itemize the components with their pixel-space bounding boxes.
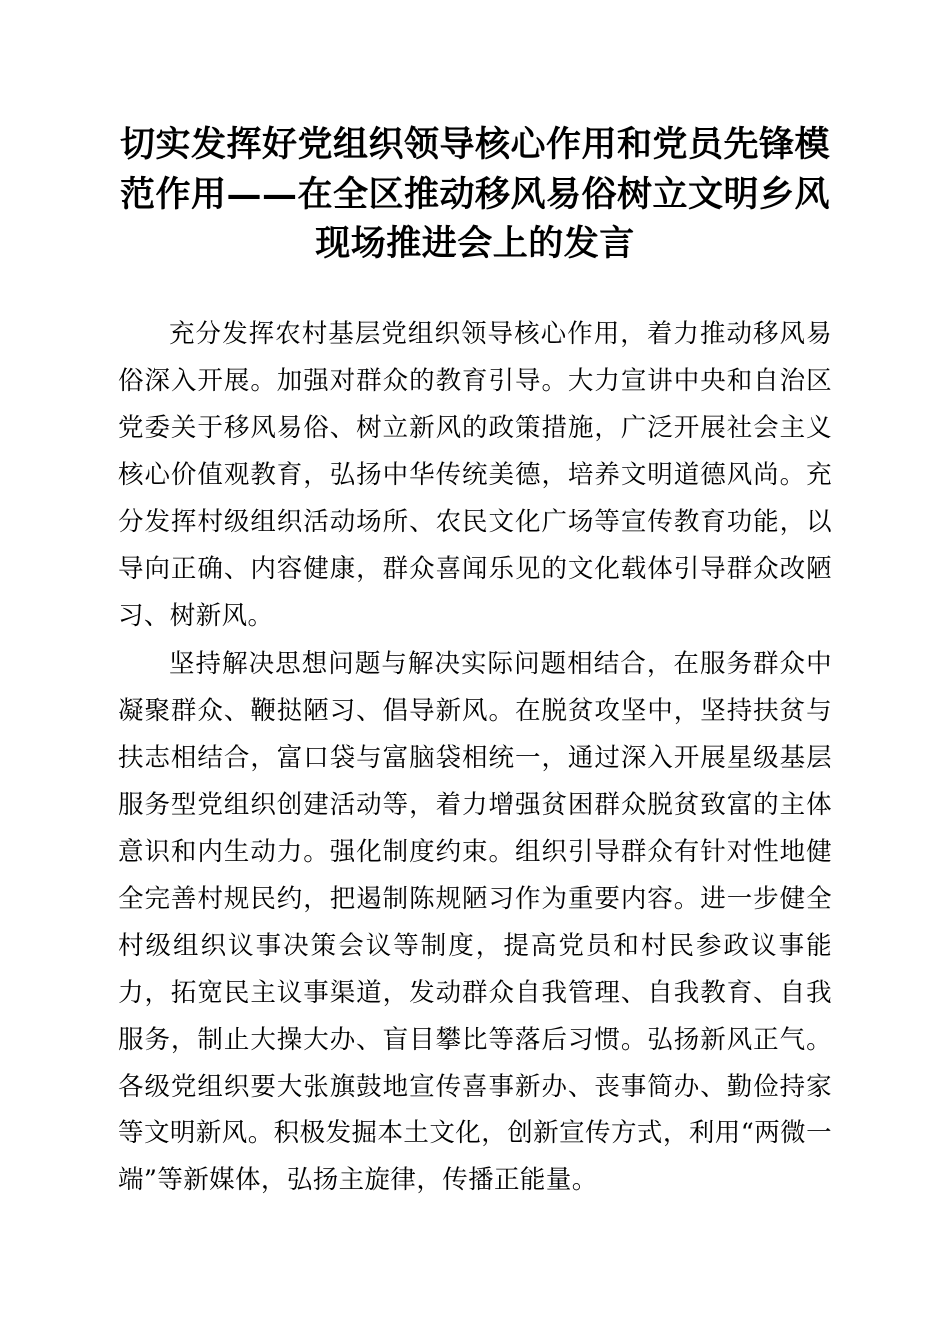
body-paragraph: 坚持解决思想问题与解决实际问题相结合，在服务群众中凝聚群众、鞭挞陋习、倡导新风。在脱贫攻坚中，坚持扶贫与扶志相结合，富口袋与富脑袋相统一，通过深入开展星级基层服务型党组织创建活动等，着力增强贫困群众脱贫致富的主体意识和内生动力。强化制度约束。组织引导群众有针对性地健全完善村规民约，把遏制陈规陋习作为重要内容。进一步健全村级组织议事决策会议等制度，提高党员和村民参政议事能力，拓宽民主议事渠道，发动群众自我管理、自我教育、自我服务，制止大操大办、盲目攀比等落后习惯。弘扬新风正气。各级党组织要大张旗鼓地宣传喜事新办、丧事简办、勤俭持家等文明新风。积极发掘本土文化，创新宣传方式，利用“两微一端”等新媒体，弘扬主旋律，传播正能量。: [118, 649, 832, 1196]
document-title: 切实发挥好党组织领导核心作用和党员先锋模范作用——在全区推动移风易俗树立文明乡风现场推进会上的发言: [119, 124, 830, 265]
document-body: [118, 311, 832, 1204]
body-paragraph: 充分发挥农村基层党组织领导核心作用，着力推动移风易俗深入开展。加强对群众的教育引导。大力宣讲中央和自治区党委关于移风易俗、树立新风的政策措施，广泛开展社会主义核心价值观教育，弘扬中华传统美德，培养文明道德风尚。充分发挥村级组织活动场所、农民文化广场等宣传教育功能，以导向正确、内容健康，群众喜闻乐见的文化载体引导群众改陋习、树新风。: [118, 319, 832, 631]
